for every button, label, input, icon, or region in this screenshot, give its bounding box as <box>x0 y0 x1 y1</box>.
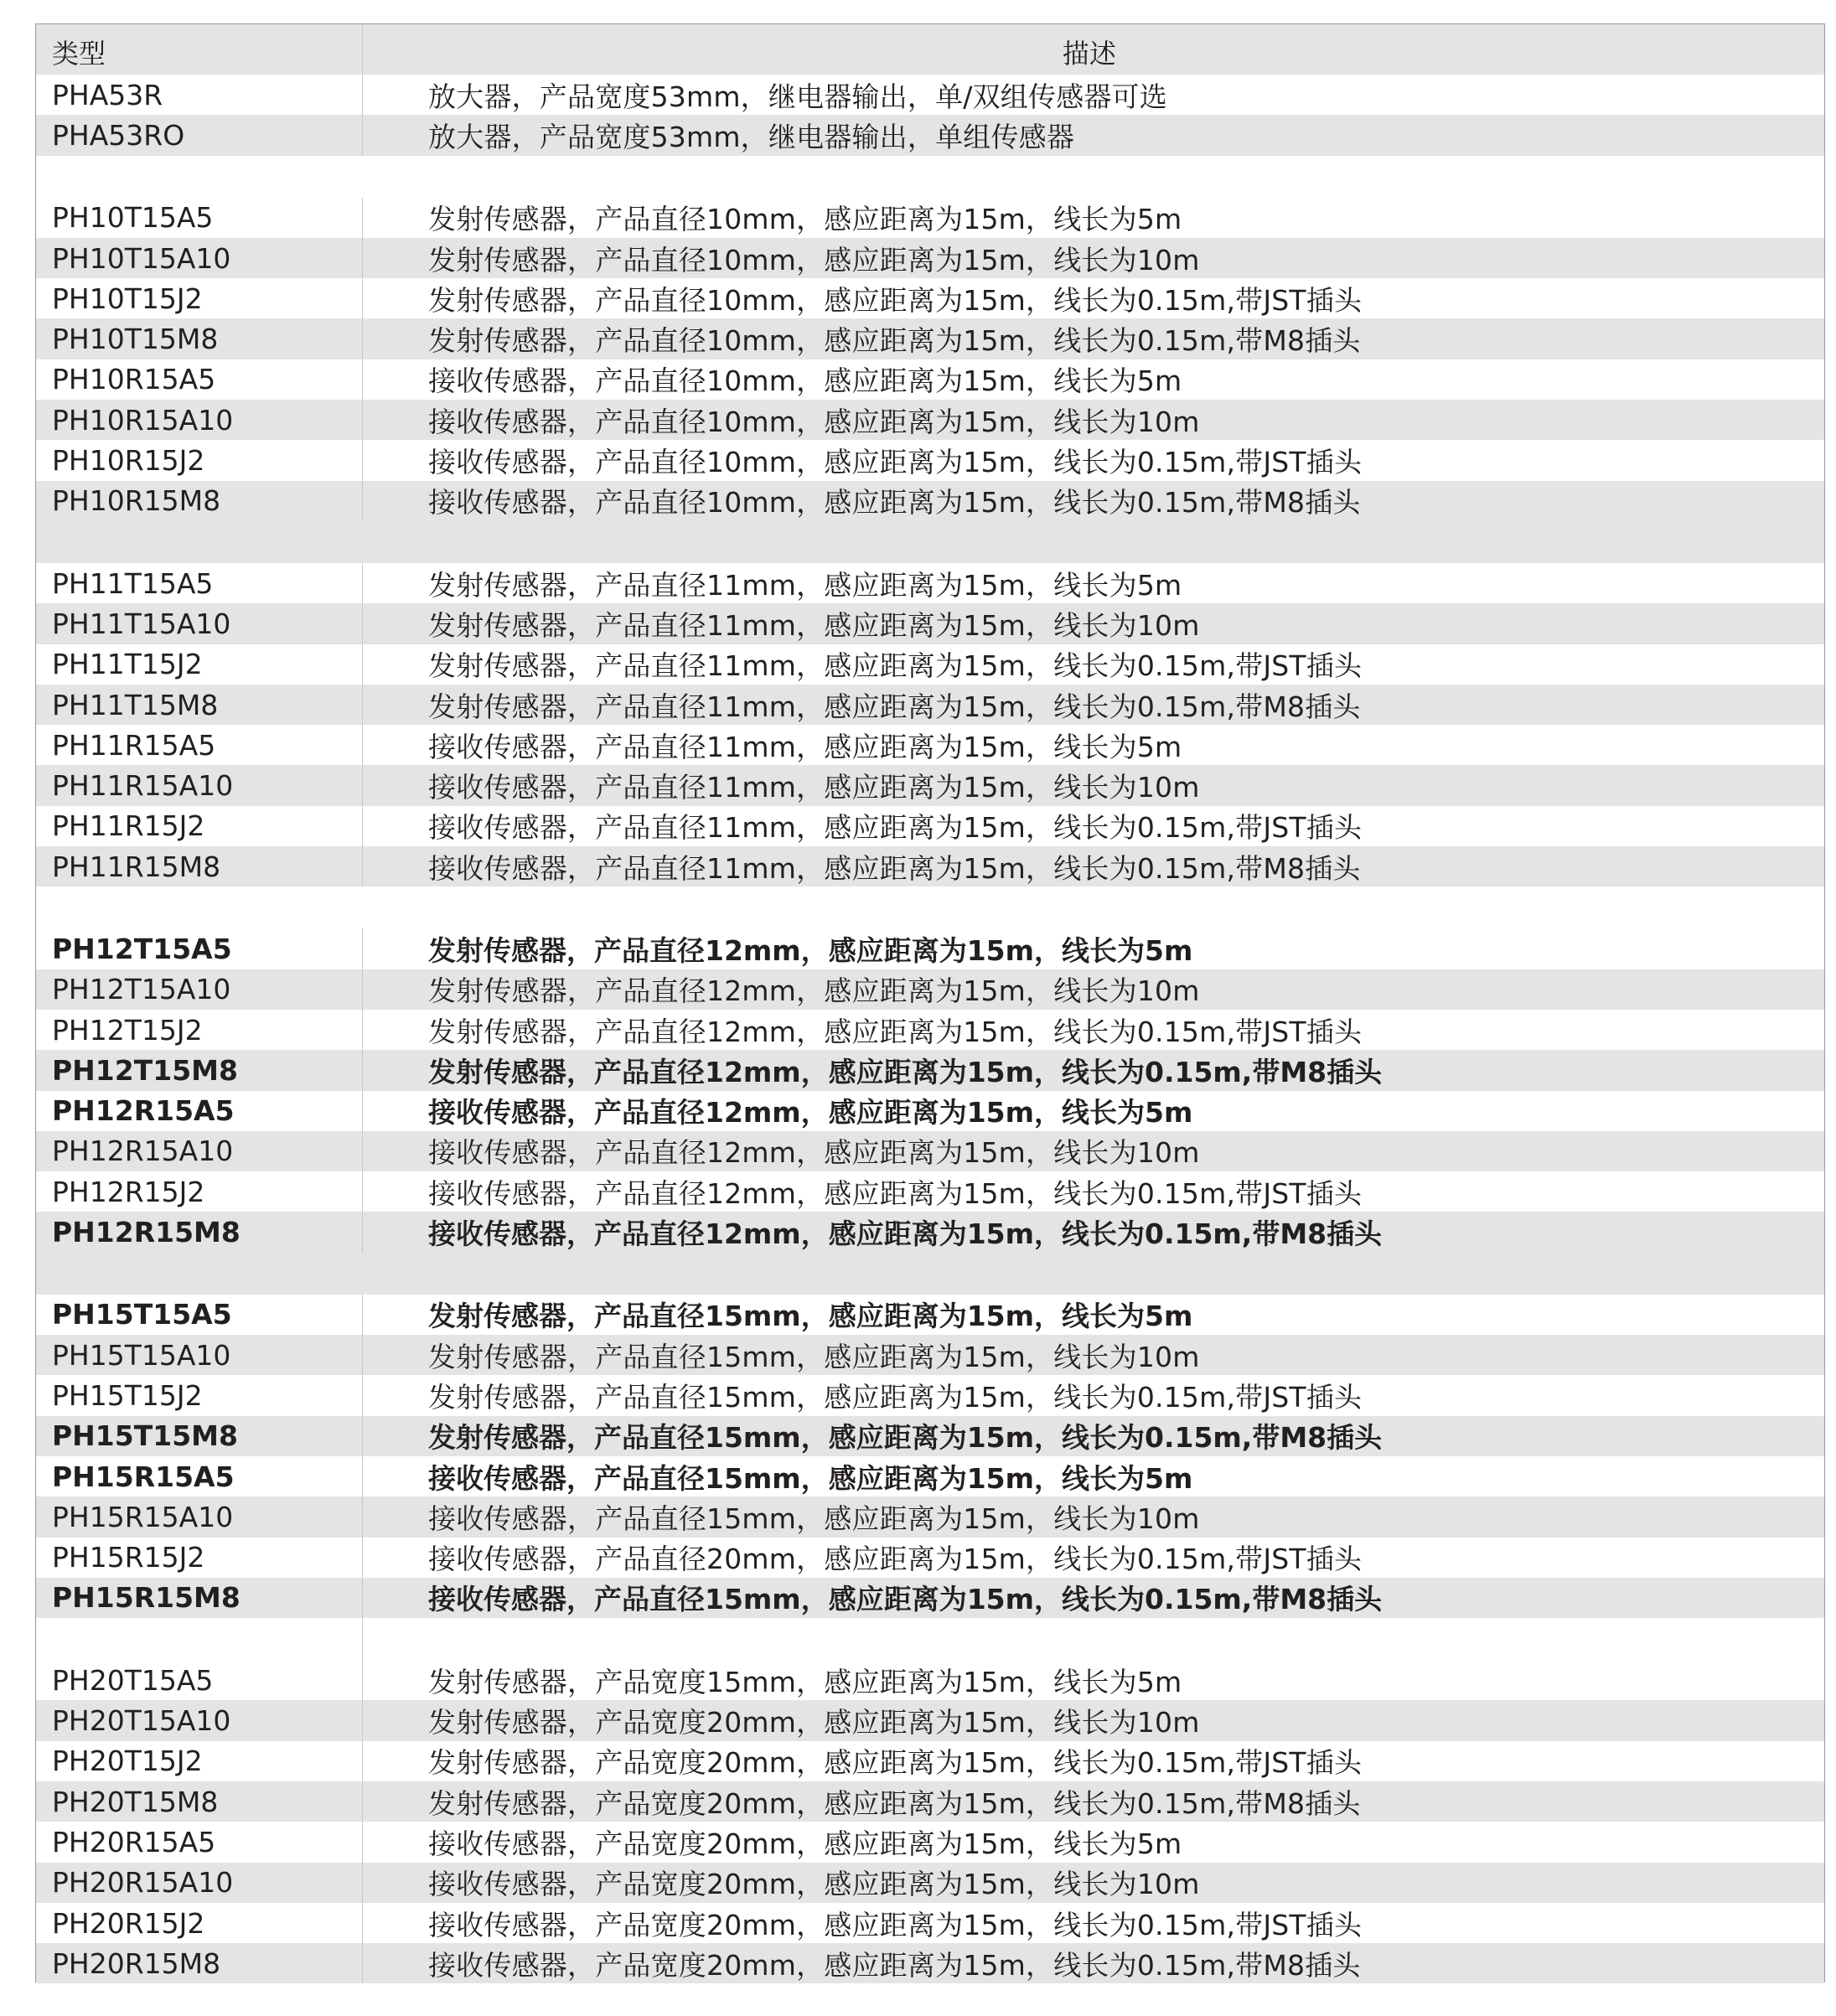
table-row <box>36 1903 1824 1943</box>
description-cell: 发射传感器，产品直径10mm，感应距离为15m，线长为10m <box>428 243 1200 277</box>
description-cell: 发射传感器，产品直径15mm，感应距离为15m，线长为10m <box>428 1340 1200 1373</box>
group-spacer <box>36 887 1824 928</box>
table-row <box>36 1131 1824 1171</box>
description-cell: 发射传感器，产品直径12mm，感应距离为15m，线长为0.15m,带JST插头 <box>428 1015 1363 1048</box>
table-row <box>36 75 1824 115</box>
table-row <box>36 1578 1824 1618</box>
description-cell: 接收传感器，产品直径10mm，感应距离为15m，线长为10m <box>428 405 1200 438</box>
description-cell: 发射传感器，产品直径11mm，感应距离为15m，线长为10m <box>428 608 1200 642</box>
table-row <box>36 1741 1824 1781</box>
description-cell: 接收传感器，产品直径10mm，感应距离为15m，线长为0.15m,带M8插头 <box>428 486 1361 520</box>
model-cell: PH11T15M8 <box>36 685 363 725</box>
model-cell: PH12T15A5 <box>36 928 363 969</box>
table-row <box>36 1700 1824 1740</box>
model-cell: PH11R15A5 <box>36 725 363 765</box>
spacer-cell <box>36 887 363 928</box>
description-cell: 接收传感器，产品宽度20mm，感应距离为15m，线长为10m <box>428 1868 1200 1901</box>
model-cell: PH20R15J2 <box>36 1903 363 1943</box>
model-cell: PH20T15A5 <box>36 1660 363 1700</box>
description-cell: 发射传感器，产品宽度20mm，感应距离为15m，线长为0.15m,带M8插头 <box>428 1786 1361 1820</box>
spacer-cell <box>36 156 363 198</box>
model-cell: PH10T15A5 <box>36 198 363 238</box>
table-row <box>36 238 1824 278</box>
description-cell: 接收传感器，产品直径20mm，感应距离为15m，线长为0.15m,带JST插头 <box>428 1543 1363 1576</box>
table-row <box>36 481 1824 521</box>
table-row <box>36 1863 1824 1903</box>
model-cell: PH15T15M8 <box>36 1416 363 1456</box>
description-cell: 接收传感器，产品直径10mm，感应距离为15m，线长为0.15m,带JST插头 <box>428 446 1363 479</box>
description-cell: 接收传感器，产品直径11mm，感应距离为15m，线长为0.15m,带JST插头 <box>428 811 1363 845</box>
table-row <box>36 685 1824 725</box>
model-cell: PH12R15A5 <box>36 1091 363 1131</box>
group-spacer <box>36 521 1824 563</box>
model-cell: PH11T15A10 <box>36 603 363 644</box>
column-header-type: 类型 <box>36 24 363 75</box>
model-cell: PH11R15M8 <box>36 846 363 887</box>
model-cell: PH20R15A10 <box>36 1863 363 1903</box>
description-cell: 发射传感器，产品直径10mm，感应距离为15m，线长为0.15m,带M8插头 <box>428 324 1361 358</box>
description-cell: 接收传感器，产品直径11mm，感应距离为15m，线长为5m <box>428 730 1182 763</box>
description-cell: 接收传感器，产品直径12mm，感应距离为15m，线长为0.15m,带M8插头 <box>428 1217 1383 1251</box>
model-cell: PH15R15A10 <box>36 1496 363 1537</box>
group-spacer <box>36 1618 1824 1660</box>
table-row <box>36 278 1824 318</box>
table-row <box>36 1538 1824 1578</box>
spacer-cell <box>36 1253 363 1295</box>
model-cell: PH11R15A10 <box>36 765 363 805</box>
table-row <box>36 603 1824 644</box>
model-cell: PH11T15A5 <box>36 563 363 603</box>
model-cell: PH20R15M8 <box>36 1943 363 1983</box>
spacer-cell <box>36 521 363 563</box>
model-cell: PH20T15A10 <box>36 1700 363 1740</box>
table-row <box>36 1050 1824 1090</box>
description-cell: 接收传感器，产品直径11mm，感应距离为15m，线长为0.15m,带M8插头 <box>428 851 1361 885</box>
product-table <box>35 23 1825 1982</box>
table-row <box>36 765 1824 805</box>
description-cell: 发射传感器，产品宽度20mm，感应距离为15m，线长为10m <box>428 1706 1200 1739</box>
model-cell: PH12T15J2 <box>36 1010 363 1050</box>
model-cell: PH15T15A10 <box>36 1335 363 1375</box>
model-cell: PH12R15M8 <box>36 1212 363 1252</box>
model-cell: PH15T15J2 <box>36 1375 363 1415</box>
description-cell: 发射传感器，产品直径11mm，感应距离为15m，线长为5m <box>428 568 1182 602</box>
table-row <box>36 1295 1824 1335</box>
description-cell: 发射传感器，产品直径12mm，感应距离为15m，线长为0.15m,带M8插头 <box>428 1055 1383 1088</box>
table-row <box>36 928 1824 969</box>
description-cell: 发射传感器，产品直径10mm，感应距离为15m，线长为5m <box>428 203 1182 236</box>
table-row <box>36 846 1824 887</box>
model-cell: PH10R15A5 <box>36 359 363 400</box>
table-row <box>36 1416 1824 1456</box>
table-row <box>36 1091 1824 1131</box>
description-cell: 放大器，产品宽度53mm，继电器输出，单/双组传感器可选 <box>428 80 1168 113</box>
model-cell: PHA53R <box>36 75 363 115</box>
table-row <box>36 1496 1824 1537</box>
table-row <box>36 1781 1824 1822</box>
model-cell: PH10R15M8 <box>36 481 363 521</box>
table-row <box>36 806 1824 846</box>
description-cell: 发射传感器，产品直径15mm，感应距离为15m，线长为0.15m,带JST插头 <box>428 1380 1363 1414</box>
description-cell: 接收传感器，产品直径15mm，感应距离为15m，线长为5m <box>428 1461 1193 1495</box>
model-cell: PH20R15A5 <box>36 1822 363 1862</box>
description-cell: 发射传感器，产品直径15mm，感应距离为15m，线长为5m <box>428 1300 1193 1333</box>
description-cell: 发射传感器，产品直径11mm，感应距离为15m，线长为0.15m,带JST插头 <box>428 649 1363 683</box>
model-cell: PH20T15M8 <box>36 1781 363 1822</box>
group-spacer <box>36 156 1824 198</box>
model-cell: PH10R15A10 <box>36 400 363 440</box>
group-spacer <box>36 1253 1824 1295</box>
model-cell: PH12T15M8 <box>36 1050 363 1090</box>
table-row <box>36 1375 1824 1415</box>
description-cell: 放大器，产品宽度53mm，继电器输出，单组传感器 <box>428 120 1075 153</box>
description-cell: 接收传感器，产品宽度20mm，感应距离为15m，线长为0.15m,带JST插头 <box>428 1908 1363 1941</box>
description-cell: 接收传感器，产品宽度20mm，感应距离为15m，线长为0.15m,带M8插头 <box>428 1948 1361 1982</box>
table-row <box>36 1660 1824 1700</box>
table-row <box>36 359 1824 400</box>
description-cell: 发射传感器，产品直径10mm，感应距离为15m，线长为0.15m,带JST插头 <box>428 283 1363 317</box>
description-cell: 接收传感器，产品宽度20mm，感应距离为15m，线长为5m <box>428 1827 1182 1860</box>
table-row <box>36 1943 1824 1983</box>
table-row <box>36 1171 1824 1212</box>
table-row <box>36 198 1824 238</box>
description-cell: 发射传感器，产品直径15mm，感应距离为15m，线长为0.15m,带M8插头 <box>428 1421 1383 1455</box>
table-row <box>36 1456 1824 1496</box>
description-cell: 接收传感器，产品直径12mm，感应距离为15m，线长为0.15m,带JST插头 <box>428 1176 1363 1210</box>
spacer-cell <box>36 1618 363 1660</box>
table-row <box>36 1822 1824 1862</box>
table-row <box>36 725 1824 765</box>
description-cell: 接收传感器，产品直径12mm，感应距离为15m，线长为5m <box>428 1096 1193 1129</box>
description-cell: 发射传感器，产品直径11mm，感应距离为15m，线长为0.15m,带M8插头 <box>428 690 1361 723</box>
table-row <box>36 318 1824 359</box>
model-cell: PH15T15A5 <box>36 1295 363 1335</box>
description-cell: 发射传感器，产品直径12mm，感应距离为15m，线长为10m <box>428 974 1200 1008</box>
model-cell: PH10T15A10 <box>36 238 363 278</box>
model-cell: PH10R15J2 <box>36 440 363 480</box>
table-body <box>36 75 1824 1983</box>
description-cell: 接收传感器，产品直径15mm，感应距离为15m，线长为0.15m,带M8插头 <box>428 1583 1383 1616</box>
model-cell: PH15R15J2 <box>36 1538 363 1578</box>
table-row <box>36 969 1824 1010</box>
description-cell: 发射传感器，产品直径12mm，感应距离为15m，线长为5m <box>428 933 1193 967</box>
description-cell: 发射传感器，产品宽度15mm，感应距离为15m，线长为5m <box>428 1665 1182 1698</box>
description-cell: 接收传感器，产品直径15mm，感应距离为15m，线长为10m <box>428 1502 1200 1535</box>
model-cell: PH12T15A10 <box>36 969 363 1010</box>
description-cell: 接收传感器，产品直径10mm，感应距离为15m，线长为5m <box>428 364 1182 398</box>
model-cell: PH10T15M8 <box>36 318 363 359</box>
table-row <box>36 1335 1824 1375</box>
column-header-description: 描述 <box>1062 38 1117 70</box>
table-header <box>36 24 1824 75</box>
description-cell: 发射传感器，产品宽度20mm，感应距离为15m，线长为0.15m,带JST插头 <box>428 1746 1363 1780</box>
table-row <box>36 563 1824 603</box>
model-cell: PH11T15J2 <box>36 644 363 685</box>
table-row <box>36 115 1824 155</box>
table-row <box>36 1010 1824 1050</box>
description-cell: 接收传感器，产品直径12mm，感应距离为15m，线长为10m <box>428 1136 1200 1170</box>
model-cell: PHA53RO <box>36 115 363 155</box>
model-cell: PH15R15A5 <box>36 1456 363 1496</box>
model-cell: PH12R15J2 <box>36 1171 363 1212</box>
model-cell: PH12R15A10 <box>36 1131 363 1171</box>
model-cell: PH10T15J2 <box>36 278 363 318</box>
model-cell: PH15R15M8 <box>36 1578 363 1618</box>
model-cell: PH11R15J2 <box>36 806 363 846</box>
table-row <box>36 644 1824 685</box>
model-cell: PH20T15J2 <box>36 1741 363 1781</box>
table-row <box>36 1212 1824 1252</box>
description-cell: 接收传感器，产品直径11mm，感应距离为15m，线长为10m <box>428 771 1200 804</box>
table-row <box>36 400 1824 440</box>
table-row <box>36 440 1824 480</box>
